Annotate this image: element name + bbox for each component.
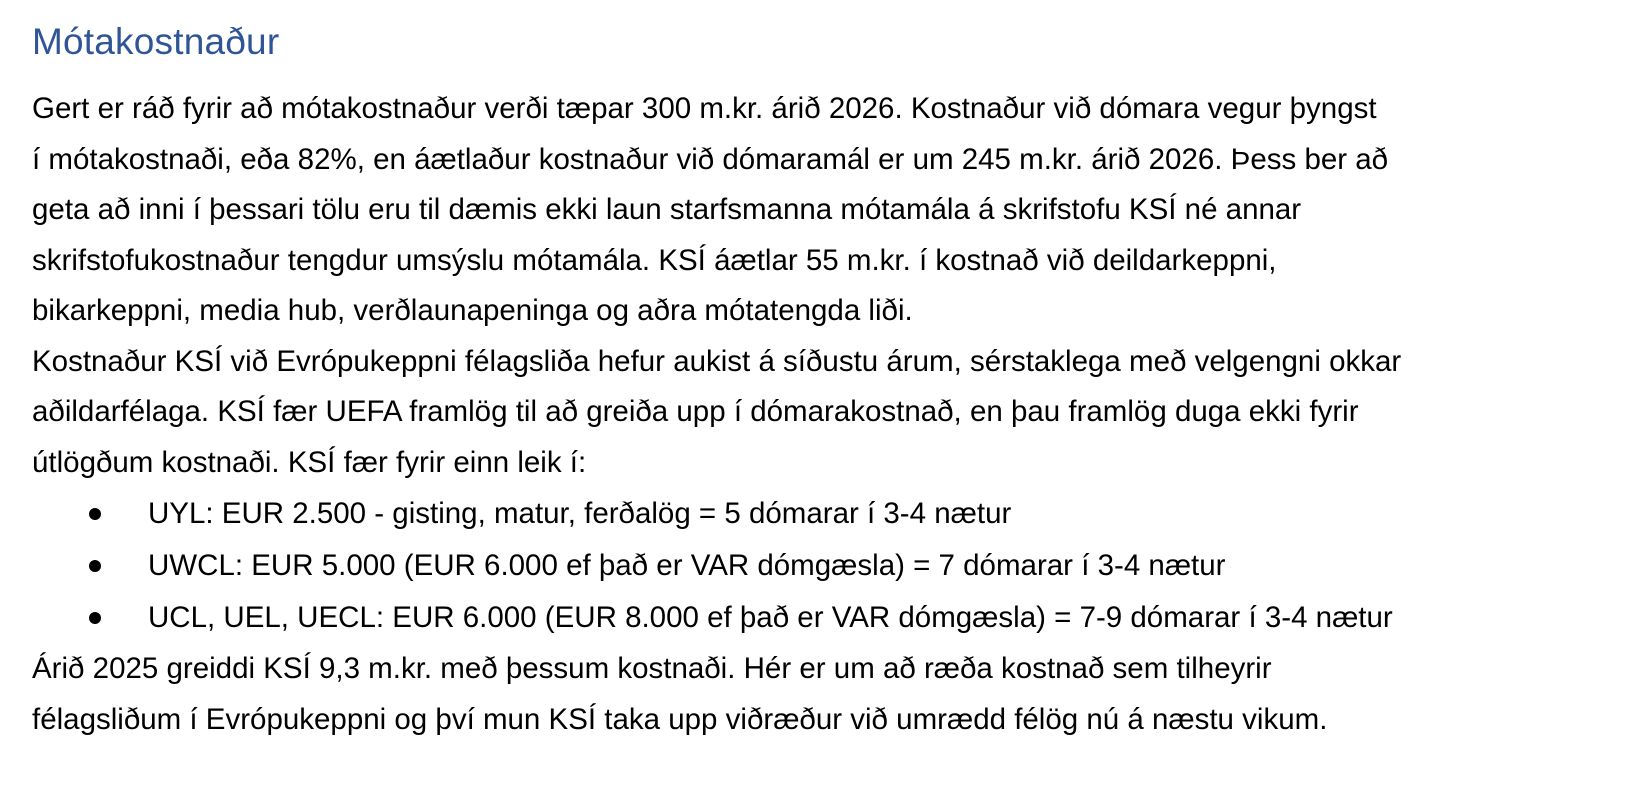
bullet-text: UWCL: EUR 5.000 (EUR 6.000 ef það er VAR dómgæsla) = 7 dómarar í 3-4 nætur <box>148 549 1226 582</box>
bullet-item <box>32 488 1596 540</box>
section-heading: Mótakostnaður <box>32 21 280 62</box>
text-line: í mótakostnaði, eða 82%, en áætlaður kostnaður við dómaramál er um 245 m.kr. árið 2026. Þess ber að <box>32 142 1389 176</box>
text-line: Gert er ráð fyrir að mótakostnaður verði tæpar 300 m.kr. árið 2026. Kostnaður við dómara vegur þyngst <box>32 92 1377 125</box>
text-line: bikarkeppni, media hub, verðlaunapeninga og aðra mótatengda liði. <box>32 294 913 327</box>
bullet-item <box>32 540 1596 592</box>
paragraph-european-competition <box>32 337 1596 489</box>
text-line: skrifstofukostnaður tengdur umsýslu mótamála. KSÍ áætlar 55 m.kr. í kostnað við deildarkeppni, <box>32 243 1277 277</box>
bullet-text: UYL: EUR 2.500 - gisting, matur, ferðalög = 5 dómarar í 3-4 nætur <box>148 497 1012 530</box>
text-line: geta að inni í þessari tölu eru til dæmis ekki laun starfsmanna mótamála á skrifstofu KSÍ né annar <box>32 193 1302 226</box>
bullet-icon <box>89 560 101 572</box>
paragraph-cost-overview <box>32 84 1596 337</box>
text-line: Kostnaður KSÍ við Evrópukeppni félagsliða hefur aukist á síðustu árum, sérstaklega með velgengni okkar <box>32 344 1402 378</box>
bullet-icon <box>89 612 101 624</box>
bullet-list <box>32 488 1596 644</box>
bullet-icon <box>89 508 101 520</box>
text-line: félagsliðum í Evrópukeppni og því mun KSÍ taka upp viðræður við umrædd félög nú á næstu vikum. <box>32 702 1328 736</box>
bullet-text: UCL, UEL, UECL: EUR 6.000 (EUR 8.000 ef það er VAR dómgæsla) = 7-9 dómarar í 3-4 nætur <box>148 601 1393 634</box>
text-line: Árið 2025 greiddi KSÍ 9,3 m.kr. með þessum kostnaði. Hér er um að ræða kostnað sem tilheyrir <box>32 652 1272 685</box>
paragraph-2025-payment <box>32 644 1596 745</box>
text-line: aðildarfélaga. KSÍ fær UEFA framlög til að greiða upp í dómarakostnað, en þau framlög duga ekki fyrir <box>32 395 1359 428</box>
text-line: útlögðum kostnaði. KSÍ fær fyrir einn leik í: <box>32 445 587 479</box>
bullet-item <box>32 592 1596 644</box>
